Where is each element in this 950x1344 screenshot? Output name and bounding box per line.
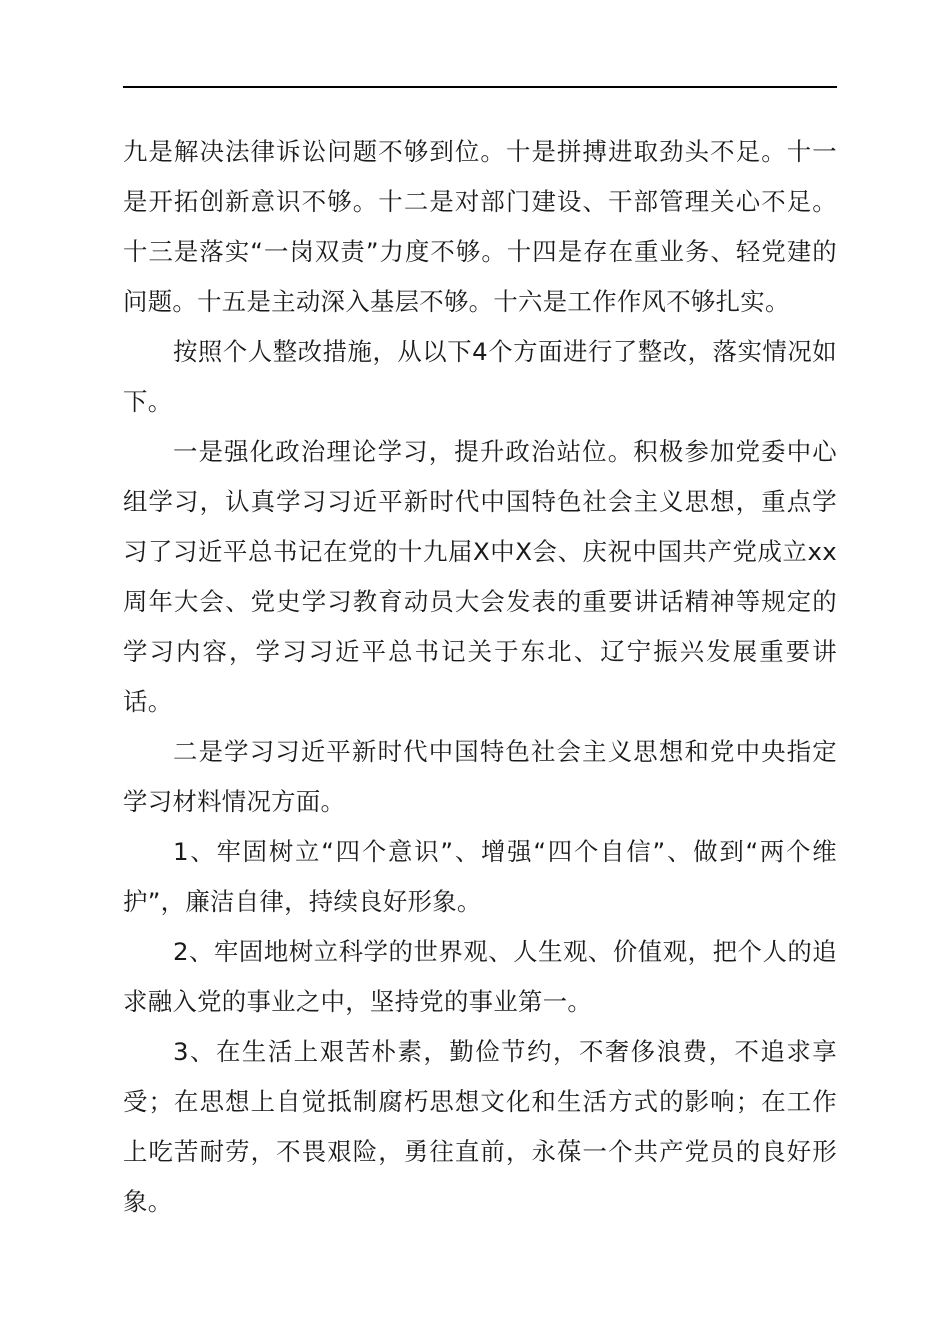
paragraph-rectification-intro: 按照个人整改措施，从以下4个方面进行了整改，落实情况如下。 [123,337,837,416]
header-rule [123,86,837,88]
document-body [123,127,837,1227]
paragraph-problems-list: 九是解决法律诉讼问题不够到位。十是拼搏进取劲头不足。十一是开拓创新意识不够。十二是对部门建设、干部管理关心不足。十三是落实“一岗双责”力度不够。十四是存在重业务、轻党建的问题。十五是主动深入基层不够。十六是工作作风不够扎实。 [123,137,837,316]
paragraph-item-2: 2、牢固地树立科学的世界观、人生观、价值观，把个人的追求融入党的事业之中，坚持党的事业第一。 [123,937,837,1016]
paragraph-item-1: 1、牢固树立“四个意识”、增强“四个自信”、做到“两个维护”，廉洁自律，持续良好形象。 [123,837,837,916]
paragraph-item-3: 3、在生活上艰苦朴素，勤俭节约，不奢侈浪费，不追求享受；在思想上自觉抵制腐朽思想文化和生活方式的影响；在工作上吃苦耐劳，不畏艰险，勇往直前，永葆一个共产党员的良好形象。 [123,1037,837,1216]
paragraph-theory-study: 一是强化政治理论学习，提升政治站位。积极参加党委中心组学习，认真学习习近平新时代中国特色社会主义思想，重点学习了习近平总书记在党的十九届X中X会、庆祝中国共产党成立xx周年大会、党史学习教育动员大会发表的重要讲话精神等规定的学习内容，学习习近平总书记关于东北、辽宁振兴发展重要讲话。 [123,437,837,716]
paragraph-study-materials: 二是学习习近平新时代中国特色社会主义思想和党中央指定学习材料情况方面。 [123,737,837,816]
